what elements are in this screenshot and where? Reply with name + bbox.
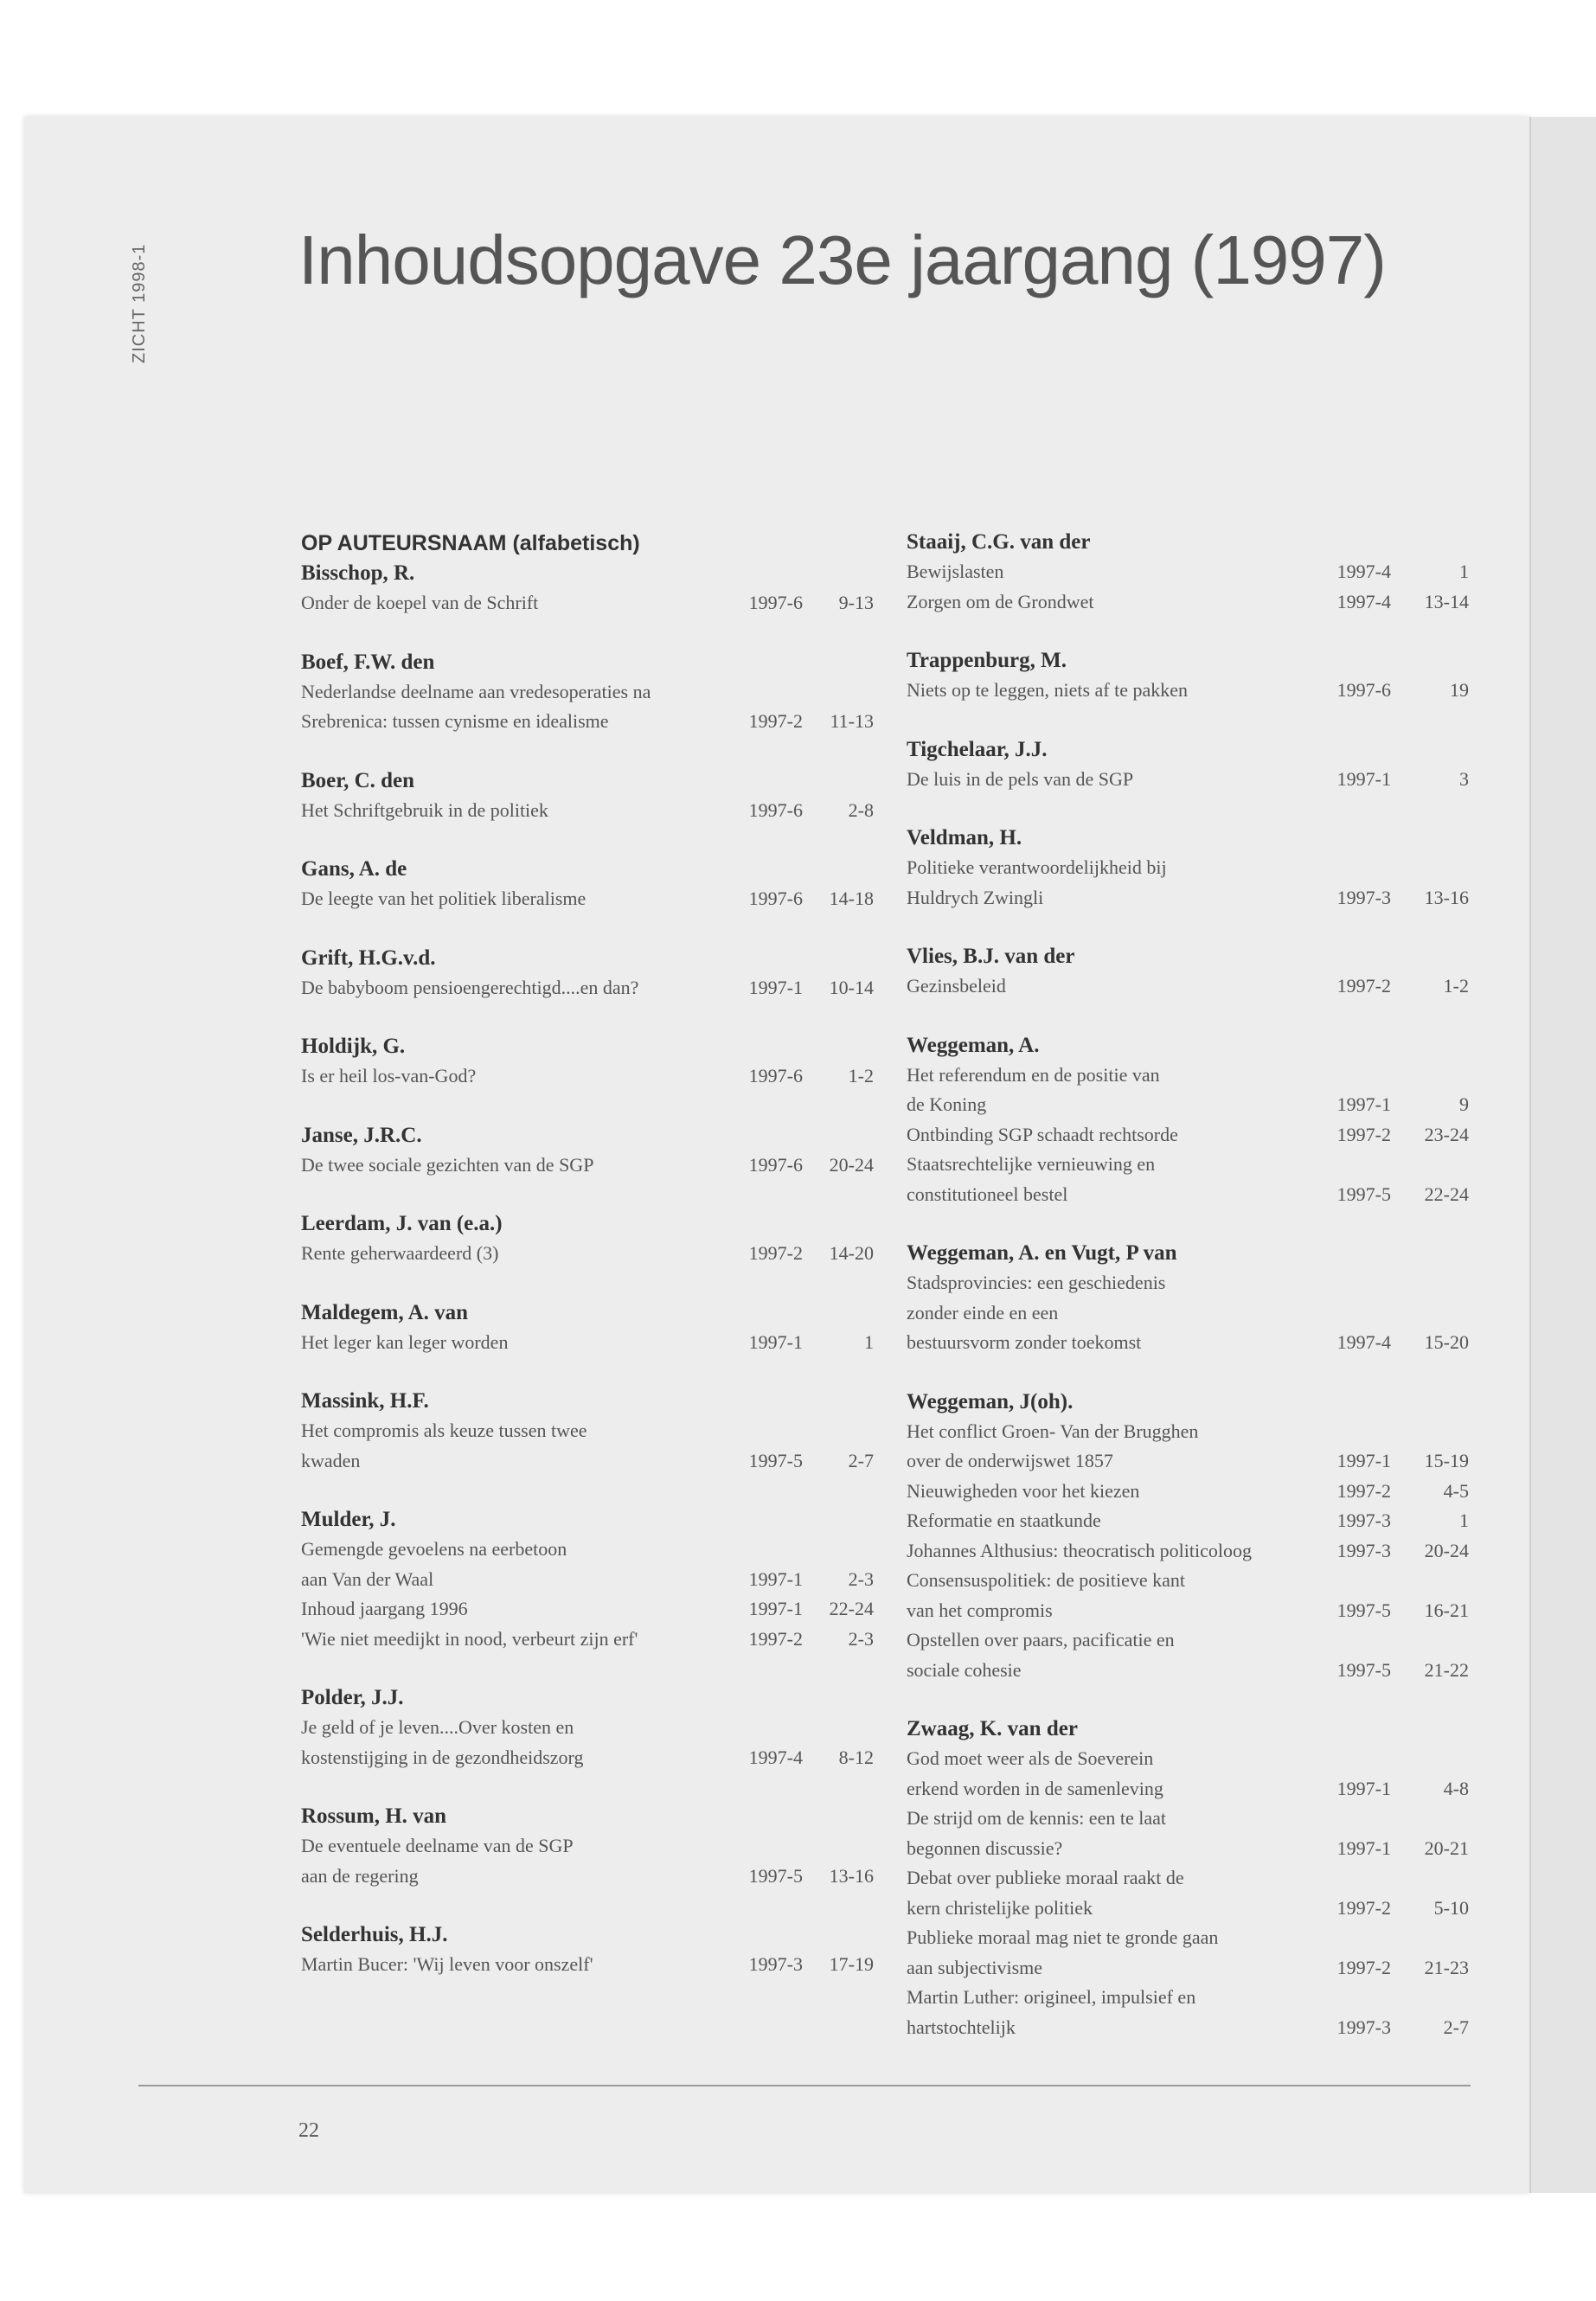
- author-name: Vlies, B.J. van der: [907, 945, 1075, 968]
- article-pages: 8-12: [838, 1746, 874, 1768]
- article-entry: [907, 1923, 1469, 1983]
- article-issue: 1997-2: [748, 710, 803, 732]
- article-entry: [301, 1239, 874, 1269]
- article-title: Publieke moraal mag niet te gronde gaan aan subjectivisme: [907, 1926, 1219, 1978]
- article-entry: [907, 1804, 1469, 1863]
- article-issue: 1997-1: [1336, 1777, 1391, 1799]
- article-issue: 1997-1: [748, 976, 803, 998]
- article-pages: 23-24: [1424, 1123, 1469, 1145]
- article-title: Consensuspolitiek: de positieve kant van het compromis: [907, 1569, 1186, 1621]
- article-pages: 15-19: [1424, 1450, 1469, 1471]
- article-title: Opstellen over paars, pacificatie en sociale cohesie: [907, 1629, 1175, 1681]
- article-entry: [907, 1268, 1469, 1358]
- article-title: Debat over publieke moraal raakt de kern christelijke politiek: [907, 1867, 1184, 1919]
- article-entry: [907, 765, 1469, 795]
- page-title: Inhoudsopgave 23e jaargang (1997): [298, 221, 1386, 298]
- article-pages: 19: [1450, 679, 1469, 701]
- author-name: Staaij, C.G. van der: [907, 530, 1091, 554]
- article-title: Is er heil los-van-God?: [301, 1065, 477, 1086]
- article-entry: [907, 1566, 1469, 1625]
- article-entry: [301, 588, 874, 619]
- article-issue: 1997-2: [1336, 975, 1391, 997]
- article-pages: 1: [1459, 1509, 1469, 1531]
- article-issue: 1997-1: [1336, 1093, 1391, 1115]
- article-pages: 16-21: [1424, 1599, 1469, 1621]
- page-number: 22: [298, 2119, 319, 2142]
- article-issue: 1997-5: [748, 1449, 803, 1471]
- section-heading: OP AUTEURSNAAM (alfabetisch): [301, 531, 640, 555]
- article-pages: 4-5: [1443, 1479, 1469, 1502]
- article-entry: [301, 884, 874, 914]
- author-name: Rossum, H. van: [301, 1804, 447, 1828]
- author-name: Mulder, J.: [301, 1508, 396, 1531]
- article-title: Staatsrechtelijke vernieuwing en constitutioneel bestel: [907, 1153, 1156, 1205]
- article-entry: [301, 1150, 874, 1181]
- article-entry: [907, 971, 1469, 1002]
- article-title: De babyboom pensioengerechtigd....en dan?: [301, 976, 639, 998]
- right-column: [907, 528, 1469, 2072]
- article-entry: [907, 1477, 1469, 1507]
- author-group: [907, 1715, 1469, 2042]
- article-pages: 9-13: [838, 592, 874, 613]
- article-title: Johannes Althusius: theocratisch politicoloog: [907, 1539, 1253, 1561]
- article-title: Onder de koepel van de Schrift: [301, 592, 539, 613]
- article-entry: [301, 677, 874, 737]
- article-title: Martin Luther: origineel, impulsief en hartstochtelijk: [907, 1986, 1196, 2038]
- article-pages: 14-18: [829, 888, 874, 909]
- article-title: Gezinsbeleid: [907, 975, 1006, 997]
- article-title: Nederlandse deelname aan vredesoperaties na Srebrenica: tussen cynisme en idealisme: [301, 680, 651, 732]
- article-issue: 1997-5: [1336, 1599, 1391, 1621]
- article-pages: 5-10: [1433, 1896, 1469, 1919]
- article-title: De luis in de pels van de SGP: [907, 767, 1134, 790]
- author-group: [301, 1032, 874, 1092]
- article-title: Het conflict Groen- Van der Brugghen over de onderwijswet 1857: [907, 1420, 1199, 1471]
- article-issue: 1997-5: [1336, 1658, 1391, 1681]
- article-entry: [301, 1416, 874, 1476]
- author-group: [907, 824, 1469, 913]
- article-title: Reformatie en staatkunde: [907, 1509, 1101, 1531]
- article-issue: 1997-2: [1336, 1956, 1391, 1978]
- author-group: [301, 1387, 874, 1476]
- article-title: De twee sociale gezichten van de SGP: [301, 1153, 594, 1176]
- article-title: Niets op te leggen, niets af te pakken: [907, 679, 1189, 701]
- article-issue: 1997-4: [1336, 561, 1391, 582]
- article-entry: [907, 1417, 1469, 1477]
- article-title: Het Schriftgebruik in de politiek: [301, 798, 548, 821]
- author-name: Janse, J.R.C.: [301, 1123, 422, 1147]
- article-pages: 14-20: [829, 1242, 874, 1264]
- article-title: Martin Bucer: 'Wij leven voor onszelf': [301, 1953, 593, 1975]
- article-pages: 20-21: [1424, 1836, 1469, 1859]
- author-group: [301, 1505, 874, 1654]
- article-pages: 2-3: [848, 1567, 874, 1590]
- article-title: God moet weer als de Soeverein erkend worden in de samenleving: [907, 1747, 1163, 1799]
- article-issue: 1997-1: [1336, 767, 1391, 790]
- article-title: Het compromis als keuze tussen twee kwaden: [301, 1420, 587, 1471]
- author-group: [907, 528, 1469, 617]
- author-group: [301, 1209, 874, 1269]
- author-group: [301, 1121, 874, 1181]
- article-pages: 1-2: [848, 1065, 874, 1086]
- article-issue: 1997-3: [1336, 1509, 1391, 1531]
- author-name: Bisschop, R.: [301, 561, 415, 585]
- author-group: [301, 766, 874, 826]
- article-entry: [301, 1328, 874, 1358]
- article-title: Het leger kan leger worden: [301, 1330, 509, 1353]
- footer-rule: [138, 2085, 1471, 2086]
- article-pages: 10-14: [829, 976, 874, 998]
- article-entry: [907, 1506, 1469, 1536]
- article-title: Rente geherwaardeerd (3): [301, 1242, 499, 1264]
- article-issue: 1997-1: [1336, 1836, 1391, 1859]
- article-title: Nieuwigheden voor het kiezen: [907, 1479, 1140, 1502]
- article-issue: 1997-1: [748, 1330, 803, 1353]
- author-group: [907, 1031, 1469, 1210]
- running-head: ZICHT 1998-1: [130, 243, 149, 363]
- article-issue: 1997-3: [1336, 1539, 1391, 1561]
- author-group: [907, 1388, 1469, 1686]
- article-entry: [907, 587, 1469, 618]
- article-title: De leegte van het politiek liberalisme: [301, 888, 586, 909]
- article-pages: 9: [1459, 1093, 1469, 1115]
- article-entry: [907, 1744, 1469, 1804]
- article-entry: [907, 1150, 1469, 1209]
- author-name: Weggeman, A. en Vugt, P van: [907, 1241, 1177, 1265]
- article-entry: [907, 1625, 1469, 1685]
- article-issue: 1997-6: [748, 1153, 803, 1176]
- article-title: Je geld of je leven....Over kosten en kostenstijging in de gezondheidszorg: [301, 1716, 584, 1768]
- article-pages: 3: [1459, 767, 1469, 790]
- article-issue: 1997-4: [1336, 590, 1391, 612]
- article-issue: 1997-2: [1336, 1896, 1391, 1919]
- article-title: Stadsprovincies: een geschiedenis zonder einde en een bestuursvorm zonder toekomst: [907, 1272, 1166, 1353]
- article-entry: [301, 1831, 874, 1891]
- article-title: De eventuele deelname van de SGP aan de regering: [301, 1835, 574, 1887]
- author-name: Maldegem, A. van: [301, 1300, 469, 1324]
- article-issue: 1997-6: [748, 592, 803, 613]
- article-issue: 1997-4: [748, 1746, 803, 1768]
- article-entry: [907, 1061, 1469, 1120]
- author-group: [907, 1239, 1469, 1358]
- article-title: Het referendum en de positie van de Koning: [907, 1063, 1160, 1115]
- author-name: Gans, A. de: [301, 857, 407, 881]
- article-pages: 13-16: [1424, 886, 1469, 908]
- article-entry: [301, 1594, 874, 1625]
- author-name: Boer, C. den: [301, 768, 415, 792]
- article-title: Inhoud jaargang 1996: [301, 1598, 468, 1619]
- article-entry: [907, 1120, 1469, 1150]
- author-group: [907, 735, 1469, 795]
- article-title: Zorgen om de Grondwet: [907, 590, 1094, 612]
- article-issue: 1997-3: [748, 1953, 803, 1975]
- article-entry: [907, 1863, 1469, 1923]
- article-pages: 13-14: [1424, 590, 1469, 612]
- author-group: [301, 1802, 874, 1891]
- left-column: [301, 528, 874, 2009]
- article-entry: [301, 796, 874, 826]
- article-issue: 1997-6: [1336, 679, 1391, 701]
- author-name: Grift, H.G.v.d.: [301, 945, 436, 970]
- author-group: [301, 944, 874, 1003]
- article-pages: 1: [1459, 561, 1469, 582]
- article-issue: 1997-2: [748, 1627, 803, 1650]
- article-issue: 1997-4: [1336, 1331, 1391, 1353]
- article-pages: 2-7: [848, 1449, 874, 1471]
- author-name: Boef, F.W. den: [301, 650, 435, 674]
- article-issue: 1997-6: [748, 888, 803, 909]
- article-entry: [907, 557, 1469, 587]
- article-pages: 22-24: [829, 1598, 874, 1619]
- author-name: Zwaag, K. van der: [907, 1717, 1078, 1740]
- article-issue: 1997-5: [1336, 1183, 1391, 1205]
- article-title: 'Wie niet meedijkt in nood, verbeurt zijn erf': [301, 1627, 638, 1650]
- article-title: Gemengde gevoelens na eerbetoon aan Van der Waal: [301, 1538, 567, 1590]
- article-entry: [301, 1535, 874, 1594]
- article-issue: 1997-1: [748, 1598, 803, 1619]
- author-name: Selderhuis, H.J.: [301, 1923, 448, 1946]
- author-name: Massink, H.F.: [301, 1389, 429, 1413]
- article-entry: [301, 1713, 874, 1772]
- article-pages: 2-3: [848, 1627, 874, 1650]
- author-name: Weggeman, A.: [907, 1033, 1040, 1057]
- article-entry: [301, 1061, 874, 1092]
- author-name: Holdijk, G.: [301, 1035, 406, 1058]
- author-group: [301, 559, 874, 619]
- article-issue: 1997-2: [748, 1242, 803, 1264]
- article-pages: 2-7: [1443, 2016, 1469, 2038]
- article-entry: [907, 853, 1469, 913]
- article-pages: 21-23: [1424, 1956, 1469, 1978]
- author-group: [301, 648, 874, 737]
- article-pages: 1-2: [1443, 975, 1469, 997]
- article-entry: [907, 1983, 1469, 2042]
- article-issue: 1997-3: [1336, 2016, 1391, 2038]
- article-issue: 1997-1: [748, 1567, 803, 1590]
- article-entry: [907, 676, 1469, 706]
- article-issue: 1997-2: [1336, 1123, 1391, 1145]
- article-issue: 1997-6: [748, 798, 803, 821]
- article-pages: 21-22: [1424, 1658, 1469, 1681]
- article-pages: 17-19: [829, 1953, 874, 1975]
- next-page-edge: [1529, 117, 1596, 2193]
- author-name: Weggeman, J(oh).: [907, 1389, 1074, 1413]
- article-title: Politieke verantwoordelijkheid bij Huldrych Zwingli: [907, 856, 1167, 908]
- author-group: [301, 855, 874, 914]
- article-issue: 1997-5: [748, 1864, 803, 1887]
- article-pages: 2-8: [848, 798, 874, 821]
- author-group: [907, 646, 1469, 706]
- article-pages: 22-24: [1424, 1183, 1469, 1205]
- article-entry: [301, 1950, 874, 1980]
- author-group: [301, 1298, 874, 1358]
- article-issue: 1997-1: [1336, 1450, 1391, 1471]
- author-name: Veldman, H.: [907, 826, 1022, 849]
- article-title: Bewijslasten: [907, 561, 1004, 582]
- article-pages: 20-24: [829, 1153, 874, 1176]
- article-pages: 13-16: [829, 1864, 874, 1887]
- article-pages: 4-8: [1443, 1777, 1469, 1799]
- author-name: Leerdam, J. van (e.a.): [301, 1212, 503, 1235]
- article-pages: 11-13: [830, 710, 874, 732]
- article-issue: 1997-3: [1336, 886, 1391, 908]
- article-pages: 1: [864, 1330, 874, 1353]
- author-group: [301, 1920, 874, 1980]
- author-name: Polder, J.J.: [301, 1686, 404, 1709]
- article-pages: 15-20: [1424, 1331, 1469, 1353]
- author-name: Trappenburg, M.: [907, 649, 1067, 672]
- article-entry: [301, 1625, 874, 1655]
- article-pages: 20-24: [1424, 1539, 1469, 1561]
- article-issue: 1997-2: [1336, 1479, 1391, 1502]
- author-group: [907, 942, 1469, 1002]
- article-entry: [301, 973, 874, 1003]
- article-title: Ontbinding SGP schaadt rechtsorde: [907, 1123, 1178, 1145]
- article-title: De strijd om de kennis: een te laat begonnen discussie?: [907, 1807, 1166, 1859]
- article-entry: [907, 1536, 1469, 1567]
- author-name: Tigchelaar, J.J.: [907, 737, 1048, 761]
- author-group: [301, 1683, 874, 1772]
- article-issue: 1997-6: [748, 1065, 803, 1086]
